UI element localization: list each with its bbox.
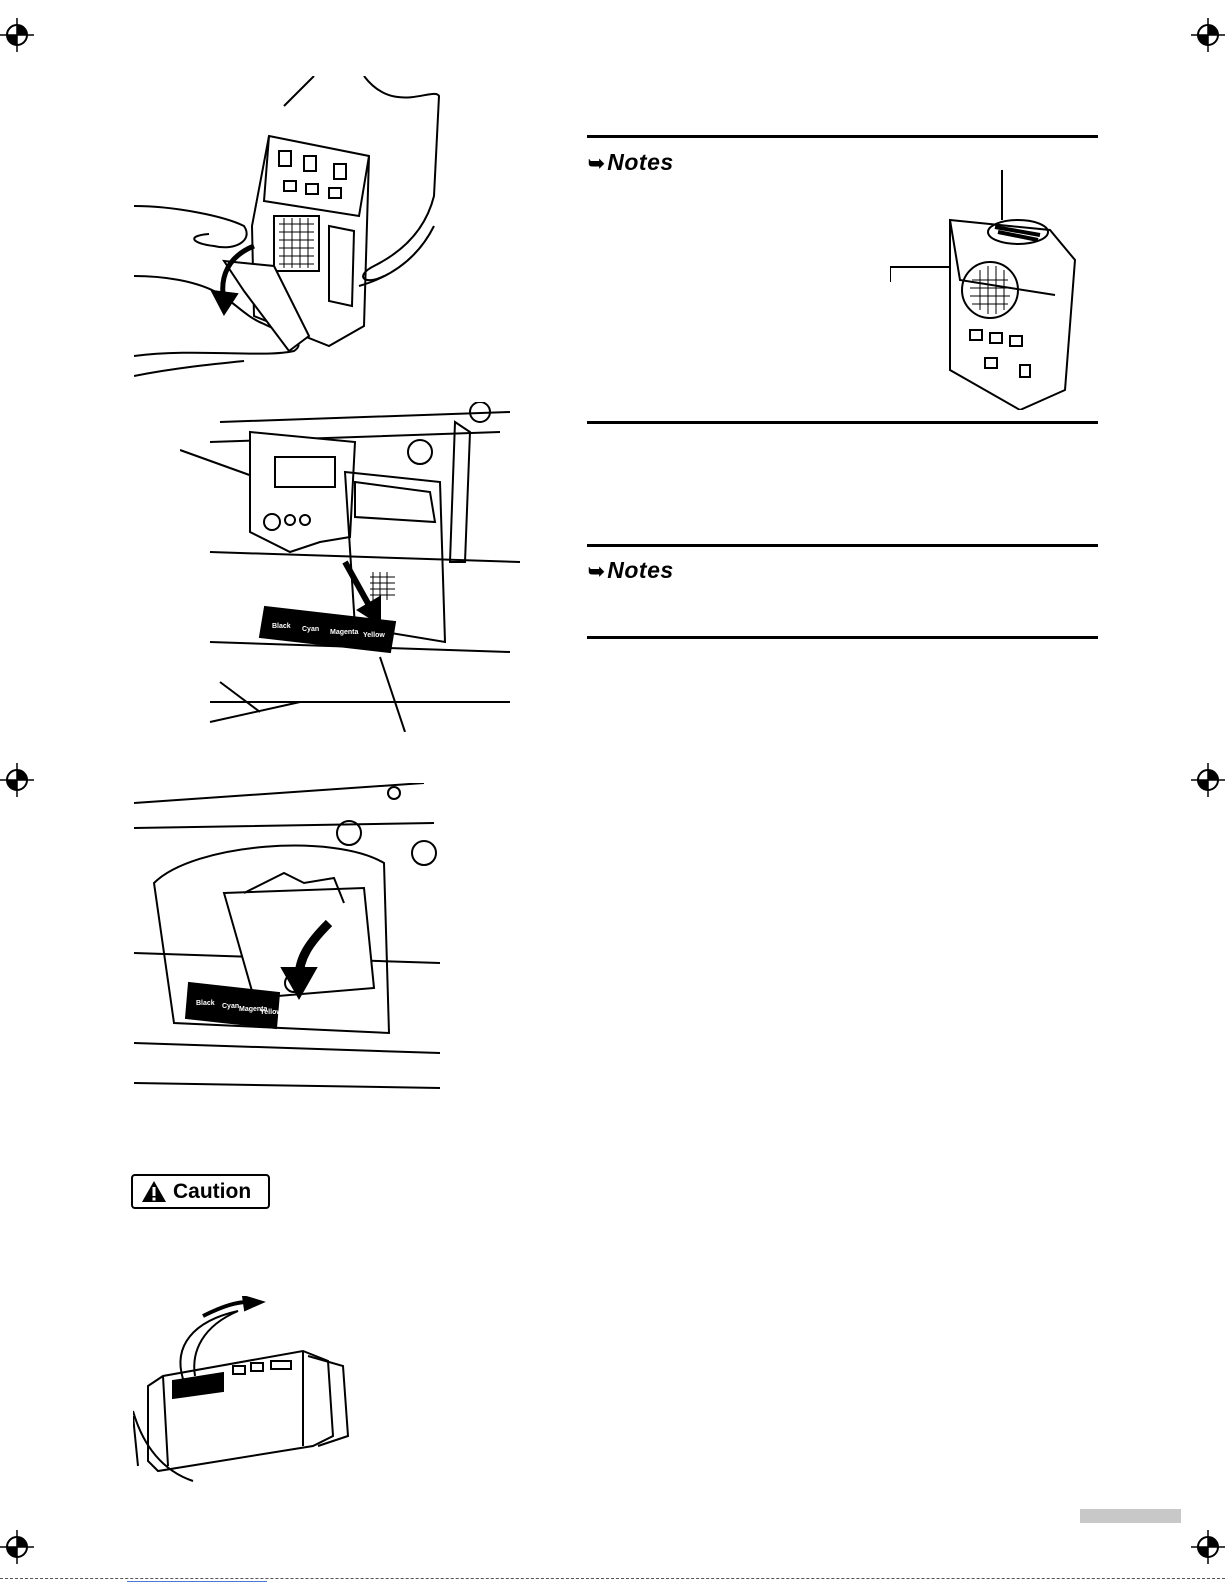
svg-text:Black: Black <box>272 623 291 630</box>
figure-remove-tape-from-ink-tank <box>133 1296 353 1488</box>
svg-text:Cyan: Cyan <box>302 626 320 633</box>
registration-mark-mid-right-icon <box>1191 763 1225 797</box>
registration-mark-bottom-left-icon <box>0 1530 34 1564</box>
svg-text:Yellow: Yellow <box>363 632 385 639</box>
registration-mark-top-left-icon <box>0 18 34 52</box>
notes-arrow-icon: ➥ <box>588 153 606 175</box>
svg-text:Cyan: Cyan <box>222 1003 240 1010</box>
registration-mark-top-right-icon <box>1191 18 1225 52</box>
footer-trim-line <box>0 1578 1225 1579</box>
figure-print-head-nozzles <box>890 170 1090 410</box>
notes-section-2-bottom-rule <box>587 636 1098 639</box>
registration-mark-mid-left-icon <box>0 763 34 797</box>
notes-arrow-icon: ➥ <box>588 561 606 583</box>
notes-section-2-heading-text: Notes <box>607 557 674 583</box>
footer-link-underline <box>127 1581 267 1582</box>
caution-text: Caution <box>173 1179 252 1203</box>
notes-section-2-heading <box>588 557 674 584</box>
svg-text:Magenta: Magenta <box>330 629 359 636</box>
notes-section-1-bottom-rule <box>587 421 1098 424</box>
page-number-tab <box>1080 1509 1181 1523</box>
figure-insert-print-head <box>180 402 520 732</box>
notes-section-1-heading <box>588 149 674 176</box>
svg-text:Black: Black <box>196 1000 215 1007</box>
figure-lower-lock-lever <box>134 783 440 1093</box>
figure-remove-print-head-cap <box>134 76 448 378</box>
warning-triangle-icon <box>141 1180 167 1203</box>
registration-mark-bottom-right-icon <box>1191 1530 1225 1564</box>
svg-text:Magenta: Magenta <box>239 1006 268 1013</box>
notes-section-2-top-rule <box>587 544 1098 547</box>
caution-label <box>131 1174 270 1209</box>
notes-section-1-top-rule <box>587 135 1098 138</box>
svg-text:Yellow: Yellow <box>260 1009 282 1016</box>
notes-section-1-heading-text: Notes <box>607 149 674 175</box>
